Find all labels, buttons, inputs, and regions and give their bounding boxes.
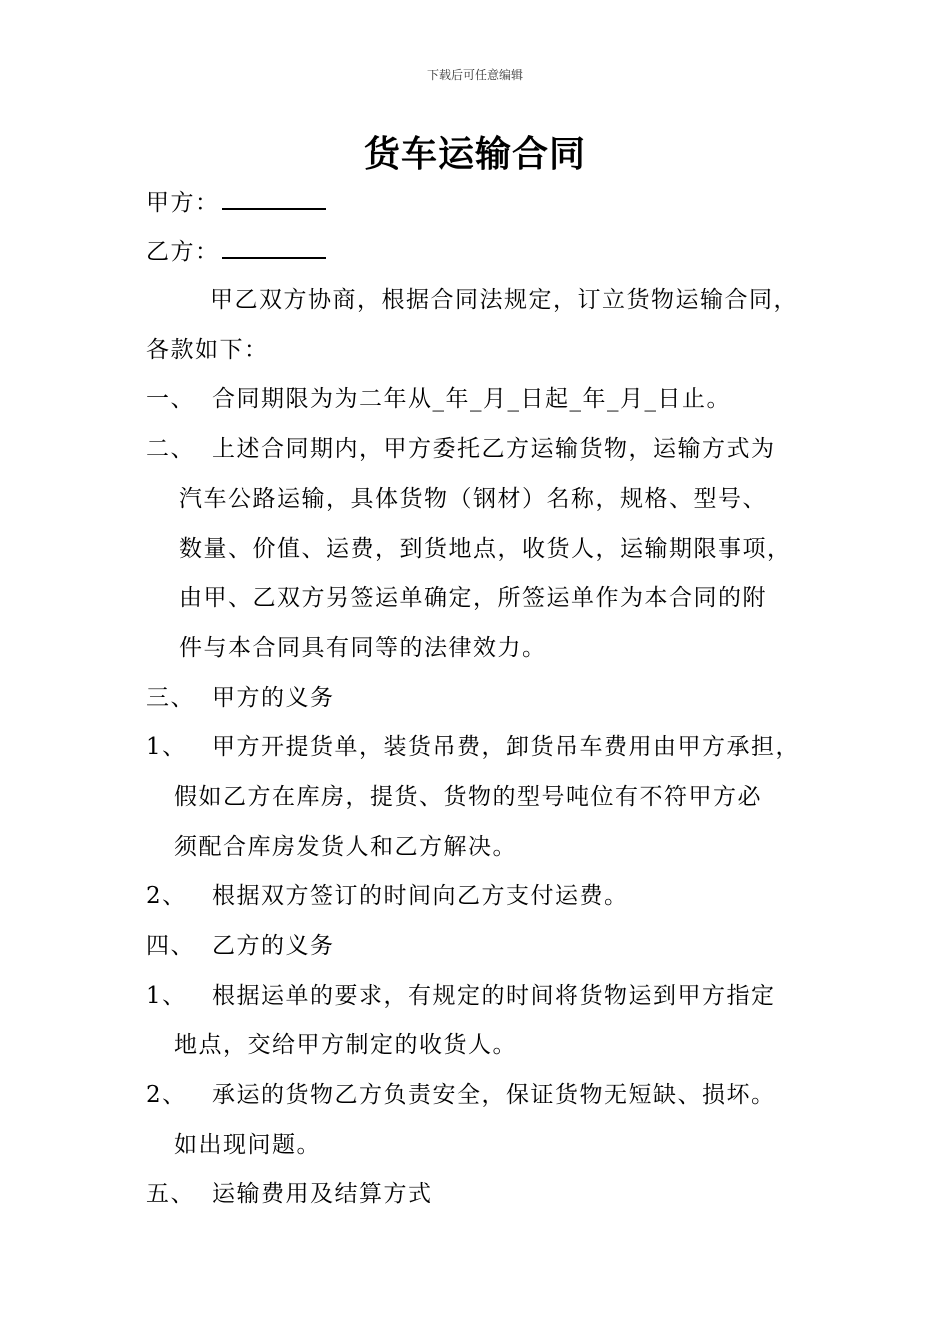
section-5-heading (146, 1179, 433, 1209)
clause-number: 2、 (146, 1082, 187, 1108)
section-3-item-1-cont-1: 假如乙方在库房，提货、货物的型号吨位有不符甲方必 (174, 784, 762, 810)
document-title: 货车运输合同 (363, 134, 586, 175)
clause-text: 甲方的义务 (212, 685, 335, 711)
clause-text: 上述合同期内，甲方委托乙方运输货物，运输方式为 (212, 436, 776, 462)
party-b-line (146, 235, 326, 267)
clause-number: 五、 (146, 1181, 195, 1207)
clause-number: 四、 (146, 933, 195, 959)
header-note: 下载后可任意编辑 (426, 68, 523, 82)
section-4-item-2 (146, 1080, 776, 1110)
clause-text: 运输费用及结算方式 (212, 1181, 433, 1207)
clause-text: 根据运单的要求，有规定的时间将货物运到甲方指定 (212, 983, 776, 1009)
clause-text: 乙方的义务 (212, 933, 335, 959)
clause-number: 三、 (146, 685, 195, 711)
clause-2 (146, 434, 776, 464)
clause-2-cont-3: 由甲、乙双方另签运单确定，所签运单作为本合同的附 (179, 585, 767, 611)
section-4-heading (146, 931, 335, 961)
clause-2-cont-1: 汽车公路运输，具体货物（钢材）名称，规格、型号、 (179, 486, 767, 512)
clause-text: 承运的货物乙方负责安全，保证货物无短缺、损坏。 (212, 1082, 776, 1108)
party-a-label: 甲方： (146, 190, 220, 216)
clause-text: 甲方开提货单，装货吊费，卸货吊车费用由甲方承担， (212, 734, 800, 760)
clause-text: 合同期限为为二年从_年_月_日起_年_月_日止。 (212, 386, 731, 412)
clause-2-cont-2: 数量、价值、运费，到货地点，收货人，运输期限事项， (179, 536, 792, 562)
intro-line-2: 各款如下： (146, 337, 269, 363)
section-4-item-2-cont: 如出现问题。 (174, 1132, 321, 1158)
section-4-item-1-cont: 地点，交给甲方制定的收货人。 (174, 1032, 517, 1058)
party-a-line (146, 186, 326, 218)
clause-1 (146, 384, 731, 414)
section-3-item-1 (146, 732, 800, 762)
clause-number: 1、 (146, 983, 187, 1009)
clause-2-cont-4: 件与本合同具有同等的法律效力。 (179, 635, 547, 661)
party-a-blank (222, 186, 326, 210)
section-4-item-1 (146, 981, 776, 1011)
clause-number: 1、 (146, 734, 187, 760)
clause-text: 根据双方签订的时间向乙方支付运费。 (212, 883, 629, 909)
section-3-item-1-cont-2: 须配合库房发货人和乙方解决。 (174, 834, 517, 860)
section-3-heading (146, 683, 335, 713)
clause-number: 二、 (146, 436, 195, 462)
clause-number: 2、 (146, 883, 187, 909)
section-3-item-2 (146, 881, 629, 911)
party-b-label: 乙方： (146, 239, 220, 265)
clause-number: 一、 (146, 386, 195, 412)
party-b-blank (222, 235, 326, 259)
intro-line-1: 甲乙双方协商，根据合同法规定，订立货物运输合同， (210, 287, 798, 313)
